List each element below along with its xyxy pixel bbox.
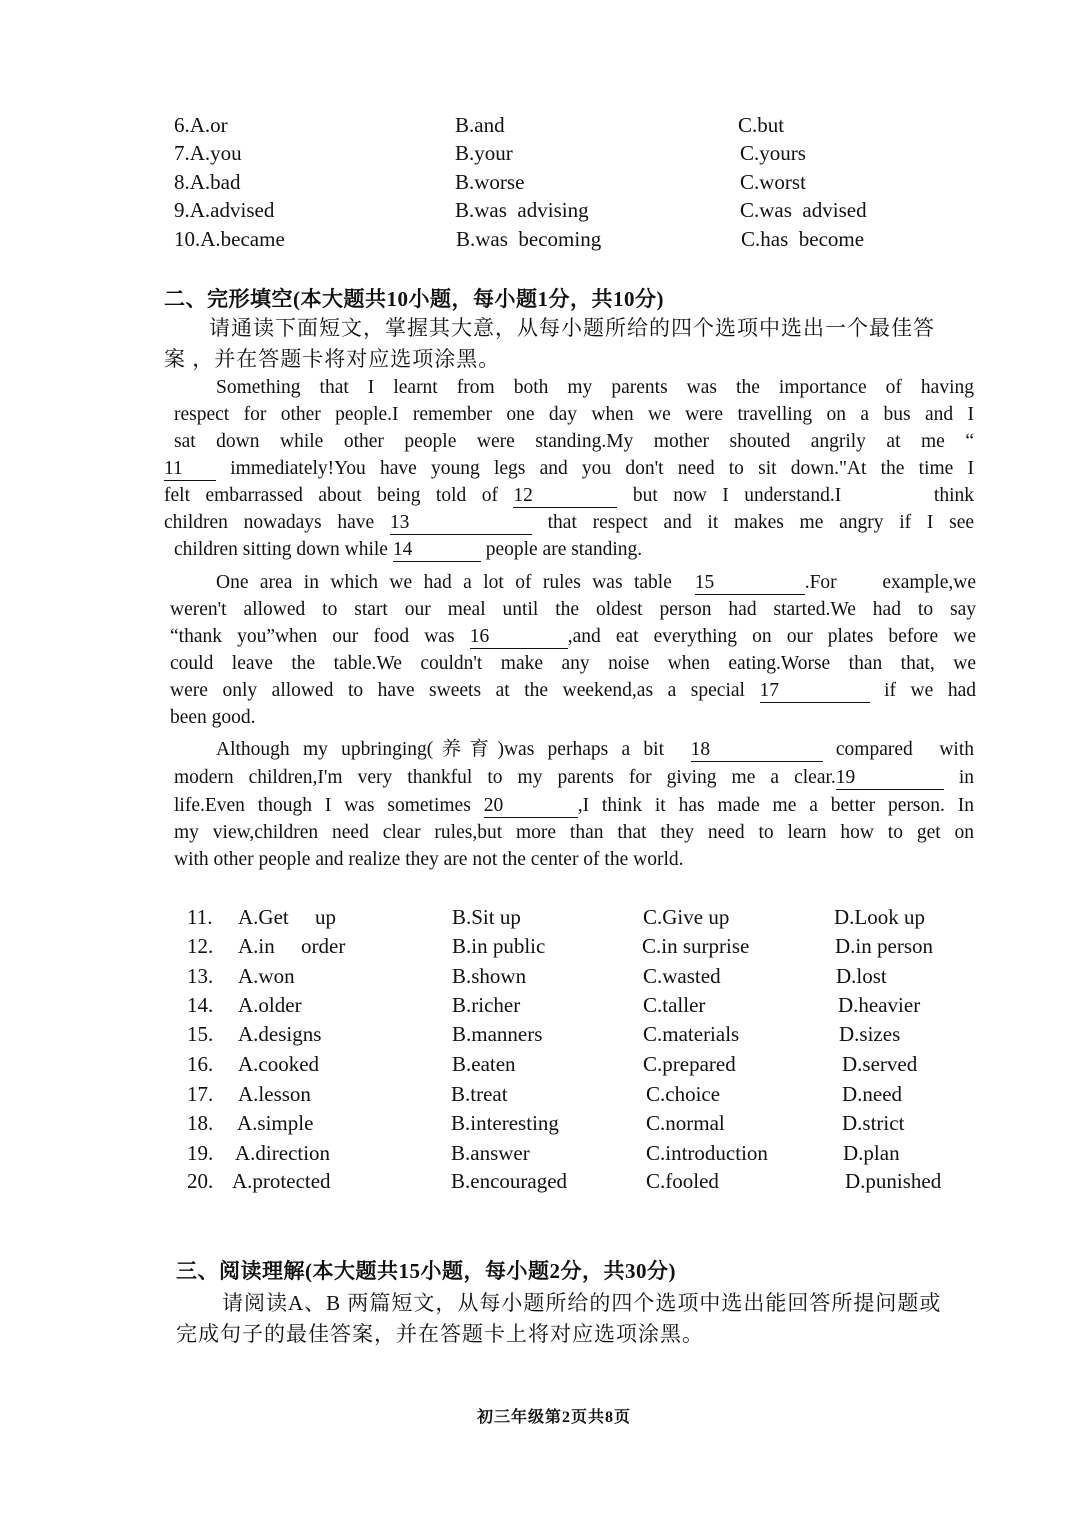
passage-p2-line3-text-a: “thank you”when our food was (170, 626, 455, 647)
passage-p1-line5-text-b: but now I understand.I think (632, 485, 975, 506)
q11-option-c: C.Give up (643, 905, 730, 929)
q12-option-b: B.in public (452, 934, 546, 958)
q7-b: B.your (455, 141, 513, 165)
passage-p1-line3: sat down while other people were standing.My mother shouted angrily at me “ (174, 431, 974, 452)
passage-p2-line5 (170, 677, 976, 704)
passage-p1-line4 (164, 455, 974, 482)
q15-option-d: D.sizes (839, 1022, 901, 1046)
q18-number: 18. (187, 1111, 214, 1135)
blank-12: 12 (513, 485, 617, 508)
q10-number: 10. (174, 227, 201, 251)
passage-p3-line5: with other people and realize they are not the center of the world. (174, 849, 684, 870)
q7-a (174, 139, 242, 167)
passage-p2-line5-text-b: if we had (884, 680, 977, 701)
q9-b: B.was advising (455, 198, 589, 222)
passage-p2-line3-text-b: ,and eat everything on our plates before we (567, 626, 977, 647)
page-footer: 初三年级第2页共8页 (477, 1409, 632, 1426)
q6-c: C.but (738, 113, 785, 137)
q17-number: 17. (187, 1082, 214, 1106)
passage-p3-line2-text-b: in (958, 767, 974, 788)
blank-16: 16 (470, 626, 568, 649)
q20-option-c: C.fooled (646, 1169, 719, 1193)
q15-number: 15. (187, 1022, 214, 1046)
passage-p3-line3-text-a: life.Even though I was sometimes (174, 795, 471, 816)
passage-p1-line5 (164, 482, 974, 509)
passage-p3-line2-text-a: modern children,I'm very thankful to my parents for giving me a clear. (174, 767, 836, 788)
q19-option-c: C.introduction (646, 1141, 768, 1165)
q15-option-a: A.designs (238, 1022, 322, 1046)
passage-p2-line5-text-a: were only allowed to have sweets at the weekend,as a special (170, 680, 745, 701)
q13-option-d: D.lost (836, 964, 887, 988)
passage-p2-line1-text-b: .For example,we (804, 572, 976, 593)
q11-option-b: B.Sit up (452, 905, 521, 929)
passage-p1-line7-text-b: people are standing. (485, 539, 643, 560)
q19-option-a: A.direction (235, 1141, 331, 1165)
q10-a (174, 225, 285, 253)
blank-19: 19 (836, 767, 944, 790)
passage-p1-line6 (164, 509, 974, 536)
passage-p1-line5-text-a: felt embarrassed about being told of (164, 485, 498, 506)
section3-instruction-line1: 请阅读A、B 两篇短文，从每小题所给的四个选项中选出能回答所提问题或 (222, 1291, 942, 1315)
q9-number: 9. (174, 198, 190, 222)
passage-p3-line1-text-b: compared with (835, 739, 975, 760)
q8-a (174, 168, 241, 196)
q12-option-c: C.in surprise (642, 934, 750, 958)
q12-option-d: D.in person (835, 934, 933, 958)
q12-option-a: A.in order (238, 934, 346, 958)
q6-option-a-text: A.or (189, 113, 228, 137)
blank-15: 15 (695, 572, 805, 595)
passage-p3-line3-text-b: ,I think it has made me a better person. In (577, 795, 975, 816)
q15-option-b: B.manners (452, 1022, 543, 1046)
q7-number: 7. (174, 141, 190, 165)
q13-option-a: A.won (238, 964, 295, 988)
q9-c: C.was advised (740, 198, 867, 222)
passage-p1-line7 (174, 536, 642, 563)
q8-b: B.worse (455, 170, 525, 194)
q20-option-b: B.encouraged (451, 1169, 568, 1193)
q18-option-d: D.strict (842, 1111, 905, 1135)
q17-option-c: C.choice (646, 1082, 721, 1106)
passage-p2-line6: been good. (170, 707, 256, 728)
passage-p1-line2: respect for other people.I remember one day when we were travelling on a bus and I (174, 404, 974, 425)
blank-18: 18 (691, 739, 823, 762)
q12-number: 12. (187, 934, 214, 958)
passage-p1-line6-text-b: that respect and it makes me angry if I see (547, 512, 975, 533)
passage-p1-line1: Something that I learnt from both my parents was the importance of having (216, 377, 974, 398)
q9-option-a-text: A.advised (189, 198, 275, 222)
section2-instruction-line1: 请通读下面短文，掌握其大意，从每小题所给的四个选项中选出一个最佳答 (209, 316, 935, 340)
passage-p2-line4: could leave the table.We couldn't make any noise when eating.Worse than that, we (170, 653, 976, 674)
q13-option-c: C.wasted (643, 964, 721, 988)
q19-option-d: D.plan (843, 1141, 900, 1165)
blank-11: 11 (164, 458, 216, 481)
q17-option-b: B.treat (451, 1082, 508, 1106)
q7-option-a-text: A.you (189, 141, 242, 165)
blank-13: 13 (390, 512, 532, 535)
passage-p3-line4: my view,children need clear rules,but more than that they need to learn how to get on (174, 822, 974, 843)
q14-option-c: C.taller (643, 993, 706, 1017)
passage-p1-line7-text-a: children sitting down while (174, 539, 388, 560)
section3-heading: 三、阅读理解(本大题共15小题，每小题2分，共30分) (176, 1259, 676, 1283)
q19-option-b: B.answer (451, 1141, 530, 1165)
q10-option-a-text: A.became (200, 227, 285, 251)
q6-number: 6. (174, 113, 190, 137)
q14-option-b: B.richer (452, 993, 521, 1017)
q14-option-d: D.heavier (838, 993, 921, 1017)
q16-option-b: B.eaten (452, 1052, 516, 1076)
q11-option-a: A.Get up (238, 905, 336, 929)
q10-c: C.has become (741, 227, 865, 251)
passage-p3-line3 (174, 792, 974, 819)
q20-number: 20. (187, 1169, 214, 1193)
q18-option-b: B.interesting (451, 1111, 559, 1135)
q17-option-d: D.need (842, 1082, 903, 1106)
q19-number: 19. (187, 1141, 214, 1165)
passage-p3-line2 (174, 764, 974, 791)
q6-a (174, 111, 228, 139)
section2-heading: 二、完形填空(本大题共10小题，每小题1分，共10分) (164, 287, 664, 311)
blank-14: 14 (393, 539, 481, 562)
q14-option-a: A.older (238, 993, 302, 1017)
q17-option-a: A.lesson (238, 1082, 311, 1106)
section3-instruction-line2: 完成句子的最佳答案，并在答题卡上将对应选项涂黑。 (176, 1322, 704, 1346)
q6-b: B.and (455, 113, 505, 137)
q18-option-c: C.normal (646, 1111, 725, 1135)
q13-option-b: B.shown (452, 964, 527, 988)
passage-p1-line4-text: immediately!You have young legs and you don't need to sit down."At the time I (230, 458, 974, 479)
q15-option-c: C.materials (643, 1022, 740, 1046)
q11-number: 11. (187, 905, 213, 929)
q16-number: 16. (187, 1052, 214, 1076)
q7-c: C.yours (740, 141, 806, 165)
q8-number: 8. (174, 170, 190, 194)
q10-b: B.was becoming (456, 227, 602, 251)
q11-option-d: D.Look up (834, 905, 925, 929)
q9-a (174, 196, 274, 224)
q16-option-c: C.prepared (643, 1052, 736, 1076)
q16-option-d: D.served (842, 1052, 918, 1076)
section2-instruction-line2: 案 ，并在答题卡将对应选项涂黑。 (164, 347, 501, 371)
q16-option-a: A.cooked (238, 1052, 320, 1076)
passage-p2-line1-text-a: One area in which we had a lot of rules was table (216, 572, 672, 593)
q20-option-d: D.punished (845, 1169, 942, 1193)
passage-p1-line6-text-a: children nowadays have (164, 512, 375, 533)
blank-20: 20 (484, 795, 578, 818)
q20-option-a: A.protected (232, 1169, 331, 1193)
passage-p2-line1 (216, 569, 976, 596)
q8-c: C.worst (740, 170, 806, 194)
passage-p3-line1 (216, 736, 974, 763)
q8-option-a-text: A.bad (189, 170, 241, 194)
passage-p2-line3 (170, 623, 976, 650)
q18-option-a: A.simple (237, 1111, 314, 1135)
q13-number: 13. (187, 964, 214, 988)
blank-17: 17 (760, 680, 870, 703)
q14-number: 14. (187, 993, 214, 1017)
passage-p2-line2: weren't allowed to start our meal until the oldest person had started.We had to say (170, 599, 976, 620)
passage-p3-line1-text-a: Although my upbringing(养育)was perhaps a bit (216, 739, 665, 760)
